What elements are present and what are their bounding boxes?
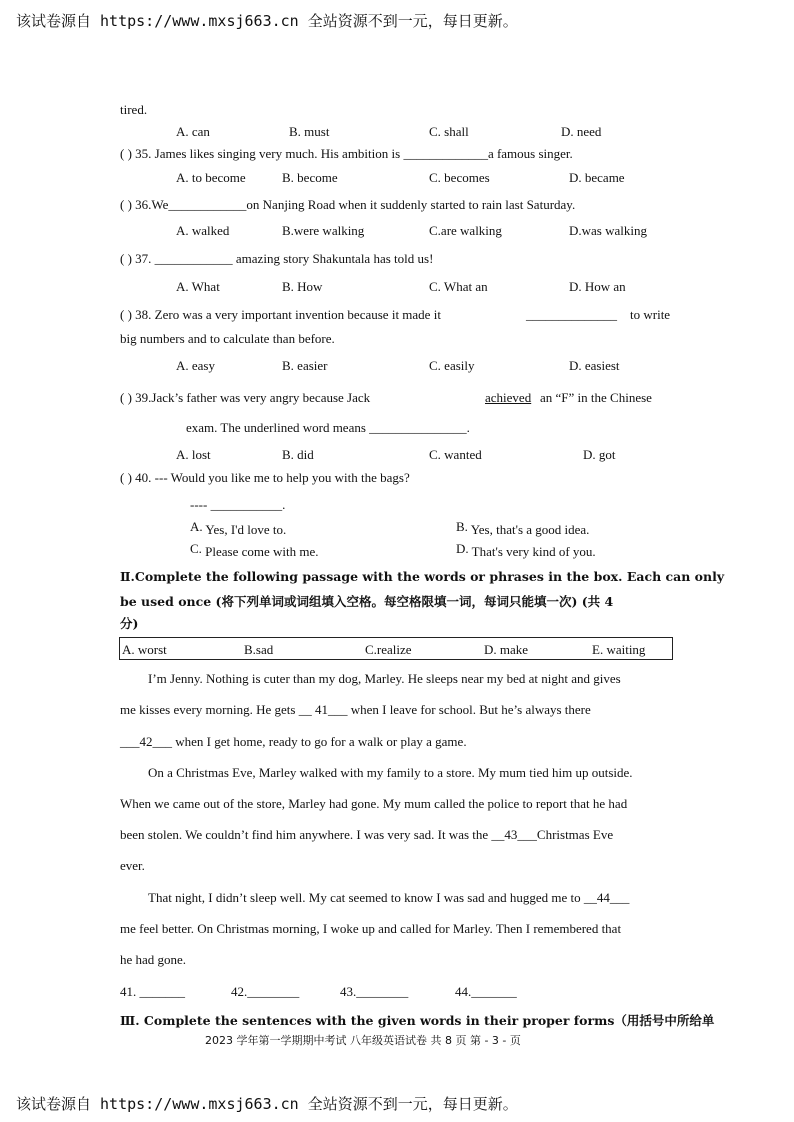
q34-option-d: D. need [561,124,602,139]
word-box-item-d: D. make [484,642,529,657]
passage-line-1: I’m Jenny. Nothing is cuter than my dog, Marley. He sleeps near my bed at night and gives [148,671,621,686]
q37-option-c: C. What an [429,279,488,294]
q40-option-a [190,519,287,538]
answer-blank-42: 42.________ [231,984,300,999]
q40-option-a-letter: A. [190,519,203,534]
q37-option-b: B. How [282,279,323,294]
word-box-item-a: A. worst [122,642,167,657]
q35-option-b: B. become [282,170,338,185]
q39-option-b: B. did [282,447,314,462]
q40-option-d-letter: D. [456,541,469,556]
q40-option-c-letter: C. [190,541,202,556]
q40-option-d-text: That's very kind of you. [471,544,596,559]
q40-option-b [456,519,590,538]
q38-option-c: C. easily [429,358,475,373]
passage-line-9: me feel better. On Christmas morning, I woke up and called for Marley. Then I remembered that [120,921,622,936]
q40-option-c-text: Please come with me. [205,544,319,559]
q40-option-b-letter: B. [456,519,468,534]
q36-option-a: A. walked [176,223,230,238]
q35-stem: ( ) 35. James likes singing very much. His ambition is _____________a famous singer. [120,146,573,161]
q37-stem: ( ) 37. ____________ amazing story Shakuntala has told us! [120,251,434,266]
passage-line-3: ___42___ when I get home, ready to go for a walk or play a game. [120,734,467,749]
q39-stem-line2: exam. The underlined word means _______________. [186,420,470,435]
q36-option-d: D.was walking [569,223,647,238]
q38-option-d: D. easiest [569,358,620,373]
q37-option-a: A. What [176,279,220,294]
q34-option-b: B. must [289,124,330,139]
passage-line-10: he had gone. [120,952,187,967]
answer-blank-41: 41. _______ [120,984,185,999]
passage-line-6: been stolen. We couldn’t find him anywhere. I was very sad. It was the __43___Christmas Eve [120,827,614,842]
section2-heading-line2: be used once (将下列单词或词组填入空格。每空格限填一词，每词只能填一次) (共 4 [120,594,614,609]
q38-blank: ______________ [526,307,617,322]
q35-option-c: C. becomes [429,170,490,185]
q40-option-c [190,541,319,560]
q38-option-a: A. easy [176,358,215,373]
page-footer: 2023 学年第一学期期中考试 八年级英语试卷 共 8 页 第 - 3 - 页 [205,1034,521,1047]
passage-line-8: That night, I didn’t sleep well. My cat seemed to know I was sad and hugged me to __44___ [148,890,630,905]
q38-stem-line1-end: to write [630,307,671,322]
passage-line-2: me kisses every morning. He gets __ 41___ when I leave for school. But he’s always there [120,702,591,717]
section2-heading-line1: Ⅱ.Complete the following passage with the words or phrases in the box. Each can only [120,569,725,584]
word-box-item-e: E. waiting [592,642,646,657]
q39-option-a: A. lost [176,447,211,462]
q40-option-a-text: Yes, I'd love to. [205,522,287,537]
q34-option-a: A. can [176,124,210,139]
q39-option-d: D. got [583,447,616,462]
passage-line-4: On a Christmas Eve, Marley walked with my family to a store. My mum tied him up outside. [148,765,633,780]
q39-option-c: C. wanted [429,447,482,462]
continuation-text: tired. [120,102,148,117]
q39-stem-right: an “F” in the Chinese [540,390,652,405]
q35-option-d: D. became [569,170,625,185]
section2-heading-line3: 分) [120,616,139,631]
q40-option-d [456,541,596,560]
q38-option-b: B. easier [282,358,328,373]
q34-option-c: C. shall [429,124,469,139]
q39-stem-left: ( ) 39.Jack’s father was very angry because Jack [120,390,371,405]
q39-underlined-word: achieved [485,390,532,405]
answer-blank-43: 43.________ [340,984,409,999]
watermark-bottom: 该试卷源自 https://www.mxsj663.cn 全站资源不到一元，每日更新。 [16,1095,518,1113]
q38-stem-line2: big numbers and to calculate than before. [120,331,335,346]
section3-heading: Ⅲ. Complete the sentences with the given words in their proper forms（用括号中所给单 [120,1013,715,1028]
q36-option-b: B.were walking [282,223,365,238]
word-box-item-b: B.sad [244,642,274,657]
q36-option-c: C.are walking [429,223,502,238]
q38-stem-line1: ( ) 38. Zero was a very important invention because it made it [120,307,441,322]
passage-line-7: ever. [120,858,145,873]
q36-stem: ( ) 36.We____________on Nanjing Road when it suddenly started to rain last Saturday. [120,197,576,212]
answer-blank-44: 44._______ [455,984,517,999]
word-box-item-c: C.realize [365,642,412,657]
q35-option-a: A. to become [176,170,246,185]
q40-answer-line: ---- ___________. [190,497,286,512]
q37-option-d: D. How an [569,279,626,294]
passage-line-5: When we came out of the store, Marley had gone. My mum called the police to report that he had [120,796,628,811]
watermark-top: 该试卷源自 https://www.mxsj663.cn 全站资源不到一元，每日更新。 [16,12,518,30]
q40-option-b-text: Yes, that's a good idea. [470,522,590,537]
q40-stem: ( ) 40. --- Would you like me to help you with the bags? [120,470,410,485]
word-box [119,637,673,660]
